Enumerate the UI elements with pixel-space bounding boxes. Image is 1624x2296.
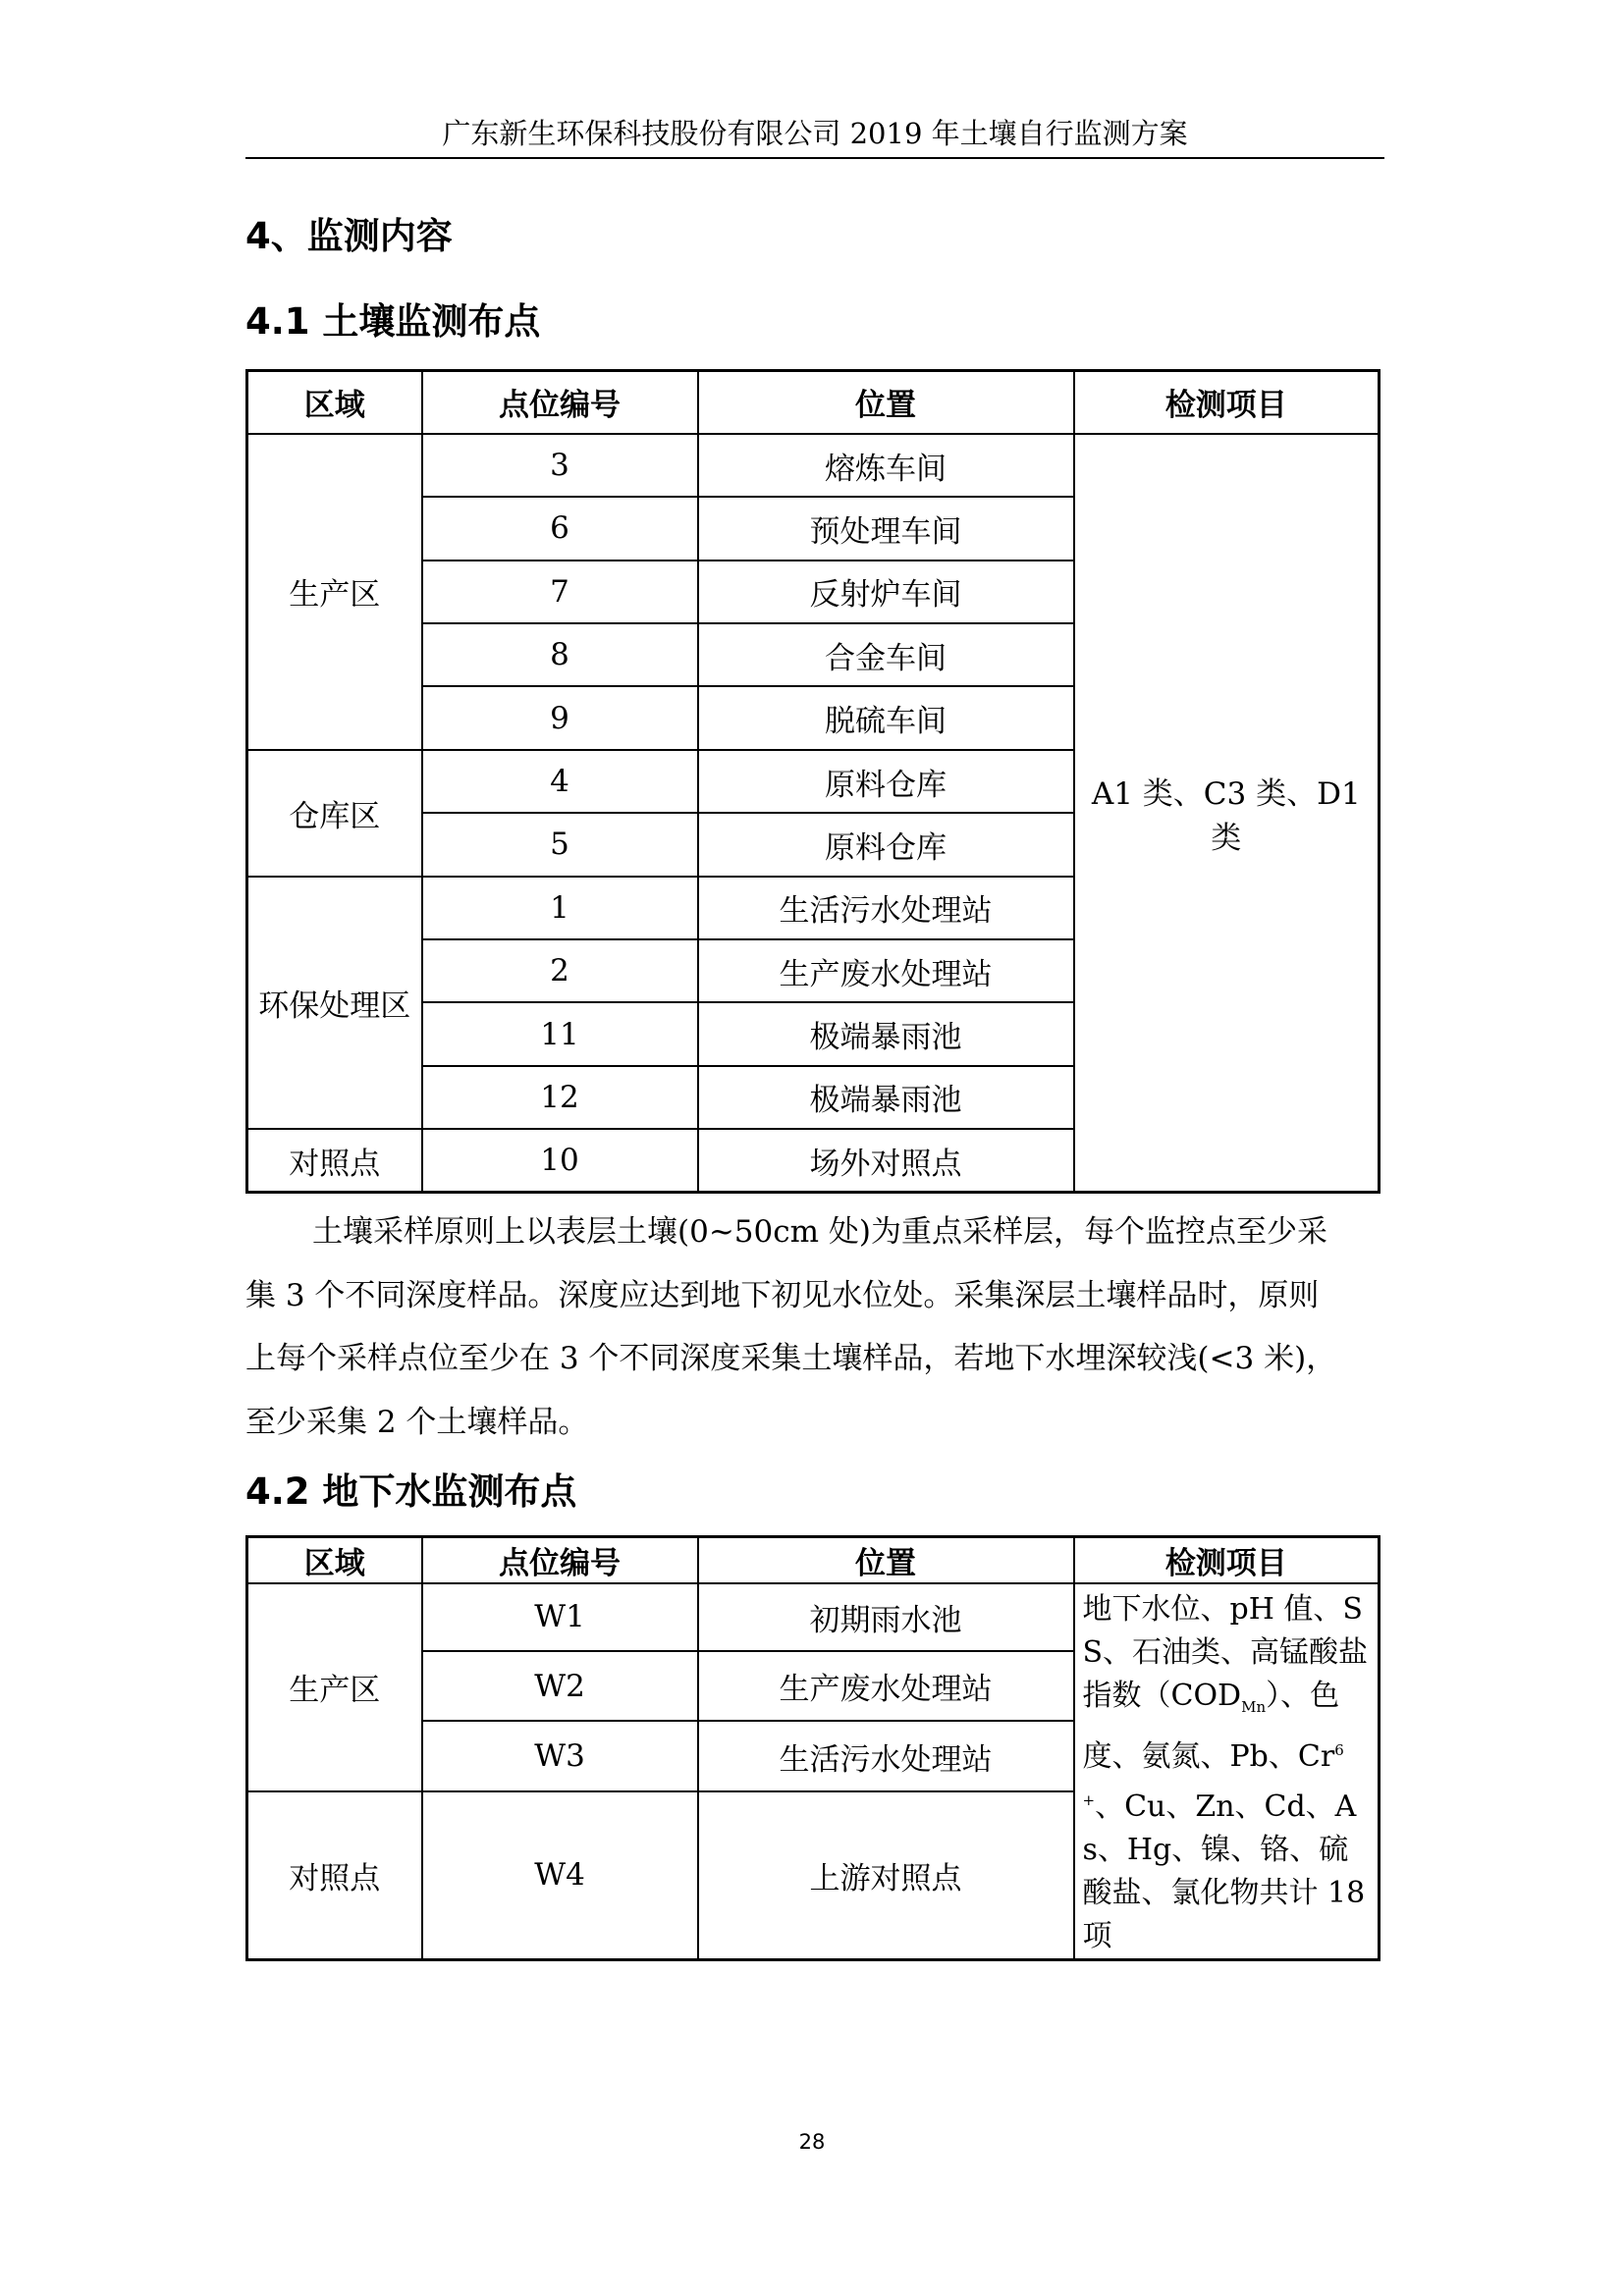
location-cell: 生活污水处理站: [698, 1721, 1074, 1790]
column-header: 点位编号: [422, 371, 698, 434]
section-title: 4、监测内容: [245, 215, 453, 257]
region-cell: 环保处理区: [247, 877, 422, 1130]
point-id-cell: 5: [422, 813, 698, 876]
column-header: 区域: [247, 1537, 422, 1584]
point-id-cell: 4: [422, 750, 698, 813]
location-cell: 极端暴雨池: [698, 1002, 1074, 1065]
location-cell: 原料仓库: [698, 750, 1074, 813]
point-id-cell: 7: [422, 561, 698, 623]
table-row: [247, 434, 1380, 497]
point-id-cell: W3: [422, 1721, 698, 1790]
point-id-cell: 12: [422, 1066, 698, 1129]
point-id-cell: W4: [422, 1791, 698, 1960]
location-cell: 原料仓库: [698, 813, 1074, 876]
location-cell: 极端暴雨池: [698, 1066, 1074, 1129]
header-rule: [245, 157, 1384, 159]
location-cell: 上游对照点: [698, 1791, 1074, 1960]
region-cell: 对照点: [247, 1791, 422, 1960]
column-header: 位置: [698, 371, 1074, 434]
table-row: [247, 1583, 1380, 1651]
point-id-cell: W2: [422, 1651, 698, 1721]
region-cell: 生产区: [247, 1583, 422, 1791]
location-cell: 生产废水处理站: [698, 939, 1074, 1002]
point-id-cell: 6: [422, 497, 698, 560]
point-id-cell: 3: [422, 434, 698, 497]
region-cell: 仓库区: [247, 750, 422, 877]
column-header: 检测项目: [1074, 371, 1380, 434]
location-cell: 生活污水处理站: [698, 877, 1074, 939]
region-cell: 对照点: [247, 1129, 422, 1192]
test-items-cell: 地下水位、pH 值、SS、石油类、高锰酸盐指数$(COD_{Mn})$、色度、氨氮、Pb、$Cr^{6+}$、Cu、Zn、Cd、As、Hg、镍、铬、硫酸盐、氯化物共计 18 项: [1074, 1583, 1380, 1960]
paragraph-line: 上每个采样点位至少在 3 个不同深度采集土壤样品，若地下水埋深较浅(<3 米)，: [245, 1341, 1337, 1376]
paragraph-line: 至少采集 2 个土壤样品。: [245, 1404, 589, 1440]
region-cell: 生产区: [247, 434, 422, 750]
table-header-row: [247, 1537, 1380, 1584]
column-header: 位置: [698, 1537, 1074, 1584]
location-cell: 预处理车间: [698, 497, 1074, 560]
location-cell: 初期雨水池: [698, 1583, 1074, 1651]
test-items-cell: A1 类、C3 类、D1 类: [1074, 434, 1380, 1193]
groundwater-monitoring-table: [245, 1535, 1380, 1961]
point-id-cell: 11: [422, 1002, 698, 1065]
location-cell: 生产废水处理站: [698, 1651, 1074, 1721]
point-id-cell: 8: [422, 623, 698, 686]
location-cell: 熔炼车间: [698, 434, 1074, 497]
soil-heading: 4.1 土壤监测布点: [245, 300, 541, 343]
soil-sampling-paragraph: [245, 1201, 1380, 1454]
location-cell: 反射炉车间: [698, 561, 1074, 623]
point-id-cell: 9: [422, 686, 698, 749]
location-cell: 脱硫车间: [698, 686, 1074, 749]
point-id-cell: W1: [422, 1583, 698, 1651]
page-number: 28: [798, 2130, 826, 2154]
table-header-row: [247, 371, 1380, 434]
column-header: 点位编号: [422, 1537, 698, 1584]
location-cell: 场外对照点: [698, 1129, 1074, 1192]
column-header: 检测项目: [1074, 1537, 1380, 1584]
paragraph-line: 土壤采样原则上以表层土壤(0~50cm 处)为重点采样层，每个监控点至少采: [312, 1214, 1327, 1250]
point-id-cell: 1: [422, 877, 698, 939]
column-header: 区域: [247, 371, 422, 434]
soil-monitoring-table: [245, 369, 1380, 1194]
point-id-cell: 10: [422, 1129, 698, 1192]
location-cell: 合金车间: [698, 623, 1074, 686]
paragraph-line: 集 3 个不同深度样品。深度应达到地下初见水位处。采集深层土壤样品时，原则: [245, 1277, 1320, 1313]
header-title: 广东新生环保科技股份有限公司 2019 年土壤自行监测方案: [442, 117, 1188, 150]
point-id-cell: 2: [422, 939, 698, 1002]
groundwater-heading: 4.2 地下水监测布点: [245, 1470, 577, 1513]
